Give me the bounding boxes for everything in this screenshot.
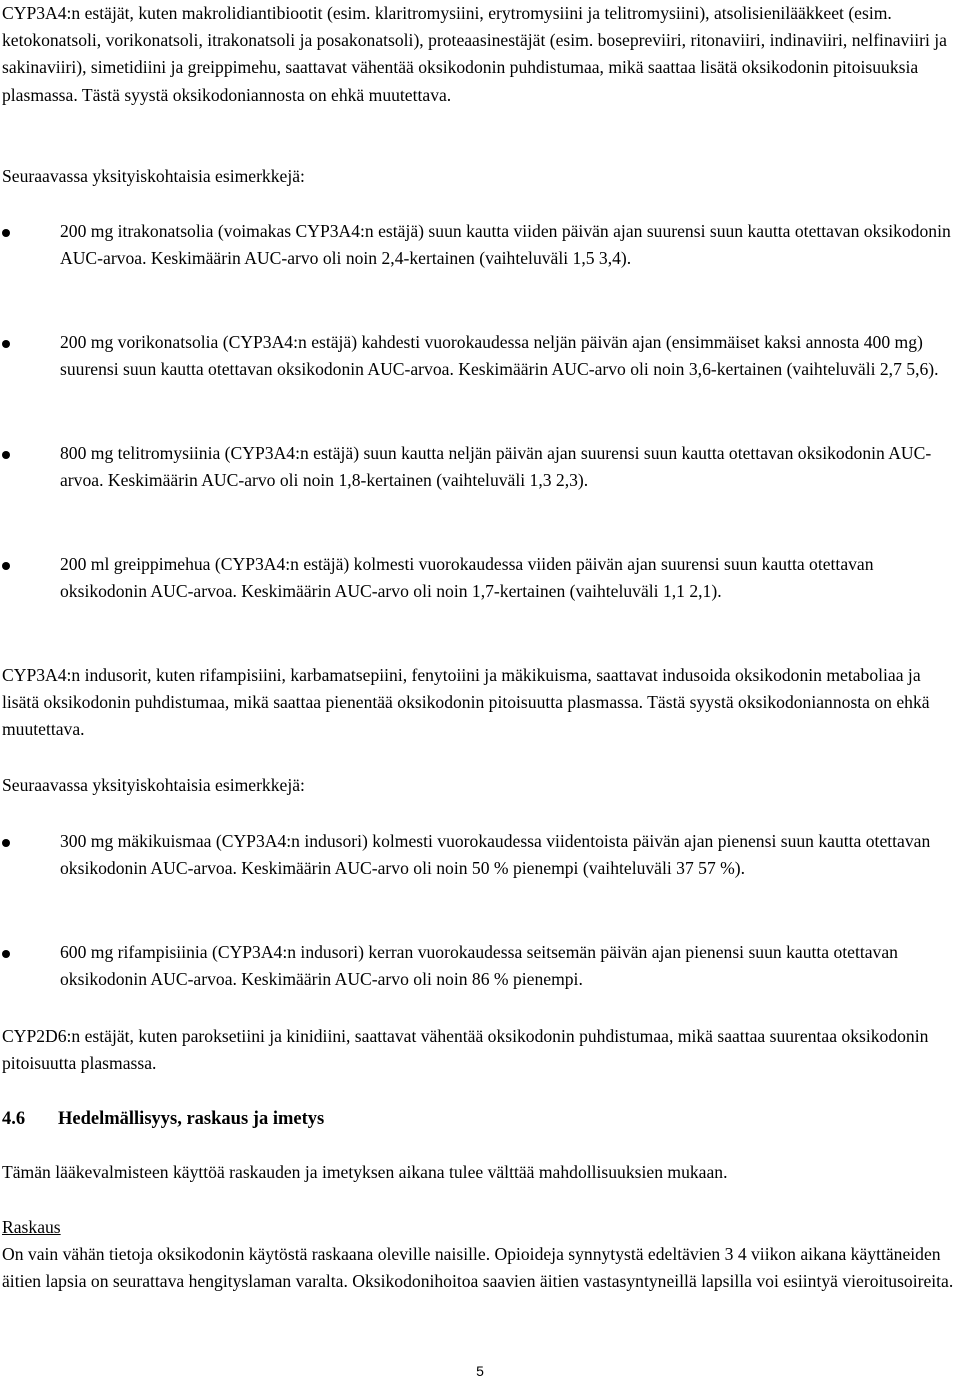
list-item (2, 218, 954, 272)
page-number: 5 (476, 1363, 484, 1379)
paragraph-pregnancy: On vain vähän tietoja oksikodonin käytöstä raskaana oleville naisille. Opioideja synnytystä edeltävien 3 4 viikon aikana käyttäneiden äitien lapsia on seurattava hengityslaman varalta. Oksikodonihoitoa saavien äitien vastasyntyneillä lapsilla voi esiintyä vieroitusoireita. (2, 1244, 954, 1292)
paragraph-cyp3a4-inducers: CYP3A4:n indusorit, kuten rifampisiini, karbamatsepiini, fenytoiini ja mäkikuisma, saattavat indusoida oksikodonin metaboliaa ja lisätä oksikodonin puhdistumaa, mikä saattaa pienentää oksikodonin pitoisuutta plasmassa. Tästä syystä oksikodoniannosta on ehkä muutettava. (2, 665, 930, 740)
list-item (2, 329, 954, 383)
section-title: Hedelmällisyys, raskaus ja imetys (58, 1109, 325, 1129)
bullet-icon (2, 839, 10, 847)
list-item-text: 800 mg telitromysiinia (CYP3A4:n estäjä) suun kautta neljän päivän ajan suurensi suun kautta otettavan oksikodonin AUC-arvoa. Keskimäärin AUC-arvo oli noin 1,8-kertainen (vaihteluväli 1,3 2,3). (60, 443, 932, 491)
bullet-icon (2, 950, 10, 958)
bullet-icon (2, 562, 10, 570)
list-item-text: 200 mg itrakonatsolia (voimakas CYP3A4:n estäjä) suun kautta viiden päivän ajan suurensi suun kautta otettavan oksikodonin AUC-arvoa. Keskimäärin AUC-arvo oli noin 2,4-kertainen (vaihteluväli 1,5 3,4). (60, 221, 951, 269)
examples-intro: Seuraavassa yksityiskohtaisia esimerkkejä: (2, 166, 305, 186)
section-heading (2, 1106, 954, 1133)
section-number: 4.6 (2, 1109, 26, 1129)
list-item (2, 828, 954, 882)
bullet-icon (2, 340, 10, 348)
section-intro: Tämän lääkevalmisteen käyttöä raskauden ja imetyksen aikana tulee välttää mahdollisuuksien mukaan. (2, 1162, 728, 1182)
examples-intro: Seuraavassa yksityiskohtaisia esimerkkejä: (2, 775, 305, 795)
subheading-pregnancy: Raskaus (2, 1217, 61, 1237)
list-item-text: 200 mg vorikonatsolia (CYP3A4:n estäjä) kahdesti vuorokaudessa neljän päivän ajan (ensimmäiset kaksi annosta 400 mg) suurensi suun kautta otettavan oksikodonin AUC-arvoa. Keskimäärin AUC-arvo oli noin 3,6-kertainen (vaihteluväli 2,7 5,6). (60, 332, 939, 380)
list-item-text: 300 mg mäkikuismaa (CYP3A4:n indusori) kolmesti vuorokaudessa viidentoista päivän ajan pienensi suun kautta otettavan oksikodonin AUC-arvoa. Keskimäärin AUC-arvo oli noin 50 % pienempi (vaihteluväli 37 57 %). (60, 831, 931, 879)
bullet-icon (2, 451, 10, 459)
paragraph-cyp2d6-inhibitors: CYP2D6:n estäjät, kuten paroksetiini ja kinidiini, saattavat vähentää oksikodonin puhdistumaa, mikä saattaa suurentaa oksikodonin pitoisuutta plasmassa. (2, 1026, 929, 1074)
list-item (2, 551, 954, 605)
list-item (2, 440, 954, 494)
paragraph-cyp3a4-inhibitors: CYP3A4:n estäjät, kuten makrolidiantibiootit (esim. klaritromysiini, erytromysiini ja telitromysiini), atsolisienilääkkeet (esim. ketokonatsoli, vorikonatsoli, itrakonatsoli ja posakonatsoli), proteaasinestäjät (esim. bosepreviiri, ritonaviiri, indinaviiri, nelfinaviiri ja sakinaviiri), simetidiini ja greippimehu, saattavat vähentää oksikodonin puhdistumaa, mikä saattaa lisätä oksikodonin pitoisuuksia plasmassa. Tästä syystä oksikodoniannosta on ehkä muutettava. (2, 3, 947, 105)
list-item-text: 200 ml greippimehua (CYP3A4:n estäjä) kolmesti vuorokaudessa viiden päivän ajan suurensi suun kautta otettavan oksikodonin AUC-arvoa. Keskimäärin AUC-arvo oli noin 1,7-kertainen (vaihteluväli 1,1 2,1). (60, 554, 874, 602)
bullet-icon (2, 229, 10, 237)
list-item (2, 939, 954, 993)
list-item-text: 600 mg rifampisiinia (CYP3A4:n indusori) kerran vuorokaudessa seitsemän päivän ajan pienensi suun kautta otettavan oksikodonin AUC-arvoa. Keskimäärin AUC-arvo oli noin 86 % pienempi. (60, 942, 898, 990)
